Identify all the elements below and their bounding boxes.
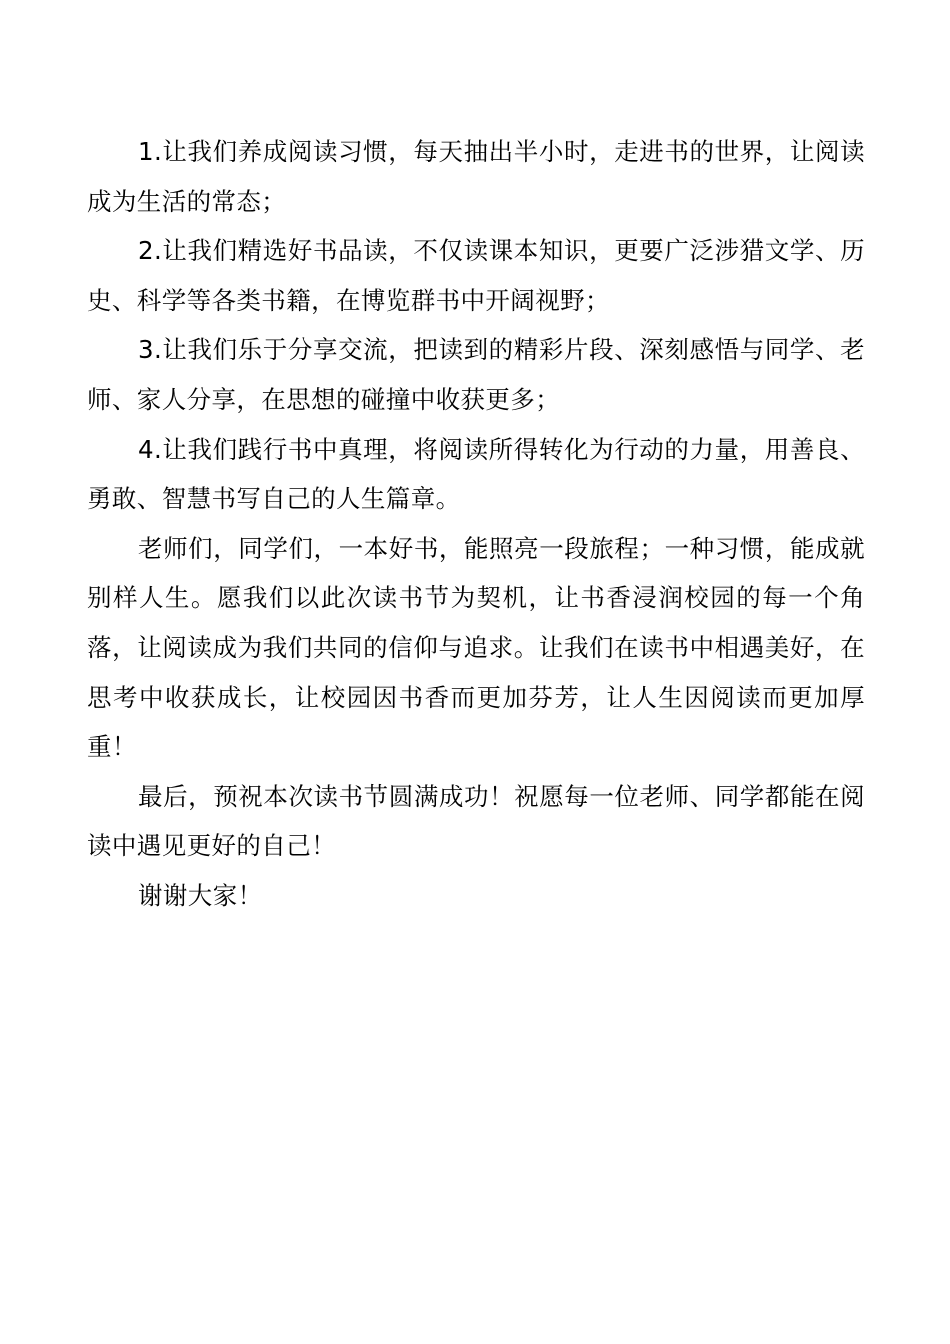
document-body [87,127,865,921]
paragraph-pledge-1: 1.让我们养成阅读习惯，每天抽出半小时，走进书的世界，让阅读成为生活的常态； [87,137,865,216]
paragraph-pledge-2: 2.让我们精选好书品读，不仅读课本知识，更要广泛涉猎文学、历史、科学等各类书籍，在博览群书中开阔视野； [87,236,865,315]
paragraph-pledge-3: 3.让我们乐于分享交流，把读到的精彩片段、深刻感悟与同学、老师、家人分享，在思想的碰撞中收获更多； [87,335,865,414]
paragraph-closing-wish: 最后，预祝本次读书节圆满成功！祝愿每一位老师、同学都能在阅读中遇见更好的自己！ [87,781,865,861]
paragraph-appeal: 老师们，同学们，一本好书，能照亮一段旅程；一种习惯，能成就别样人生。愿我们以此次读书节为契机，让书香浸润校园的每一个角落，让阅读成为我们共同的信仰与追求。让我们在读书中相遇美好，在思考中收获成长，让校园因书香而更加芬芳，让人生因阅读而更加厚重！ [87,533,865,762]
paragraph-pledge-4: 4.让我们践行书中真理，将阅读所得转化为行动的力量，用善良、勇敢、智慧书写自己的人生篇章。 [87,434,865,514]
paragraph-thanks: 谢谢大家！ [138,880,263,910]
